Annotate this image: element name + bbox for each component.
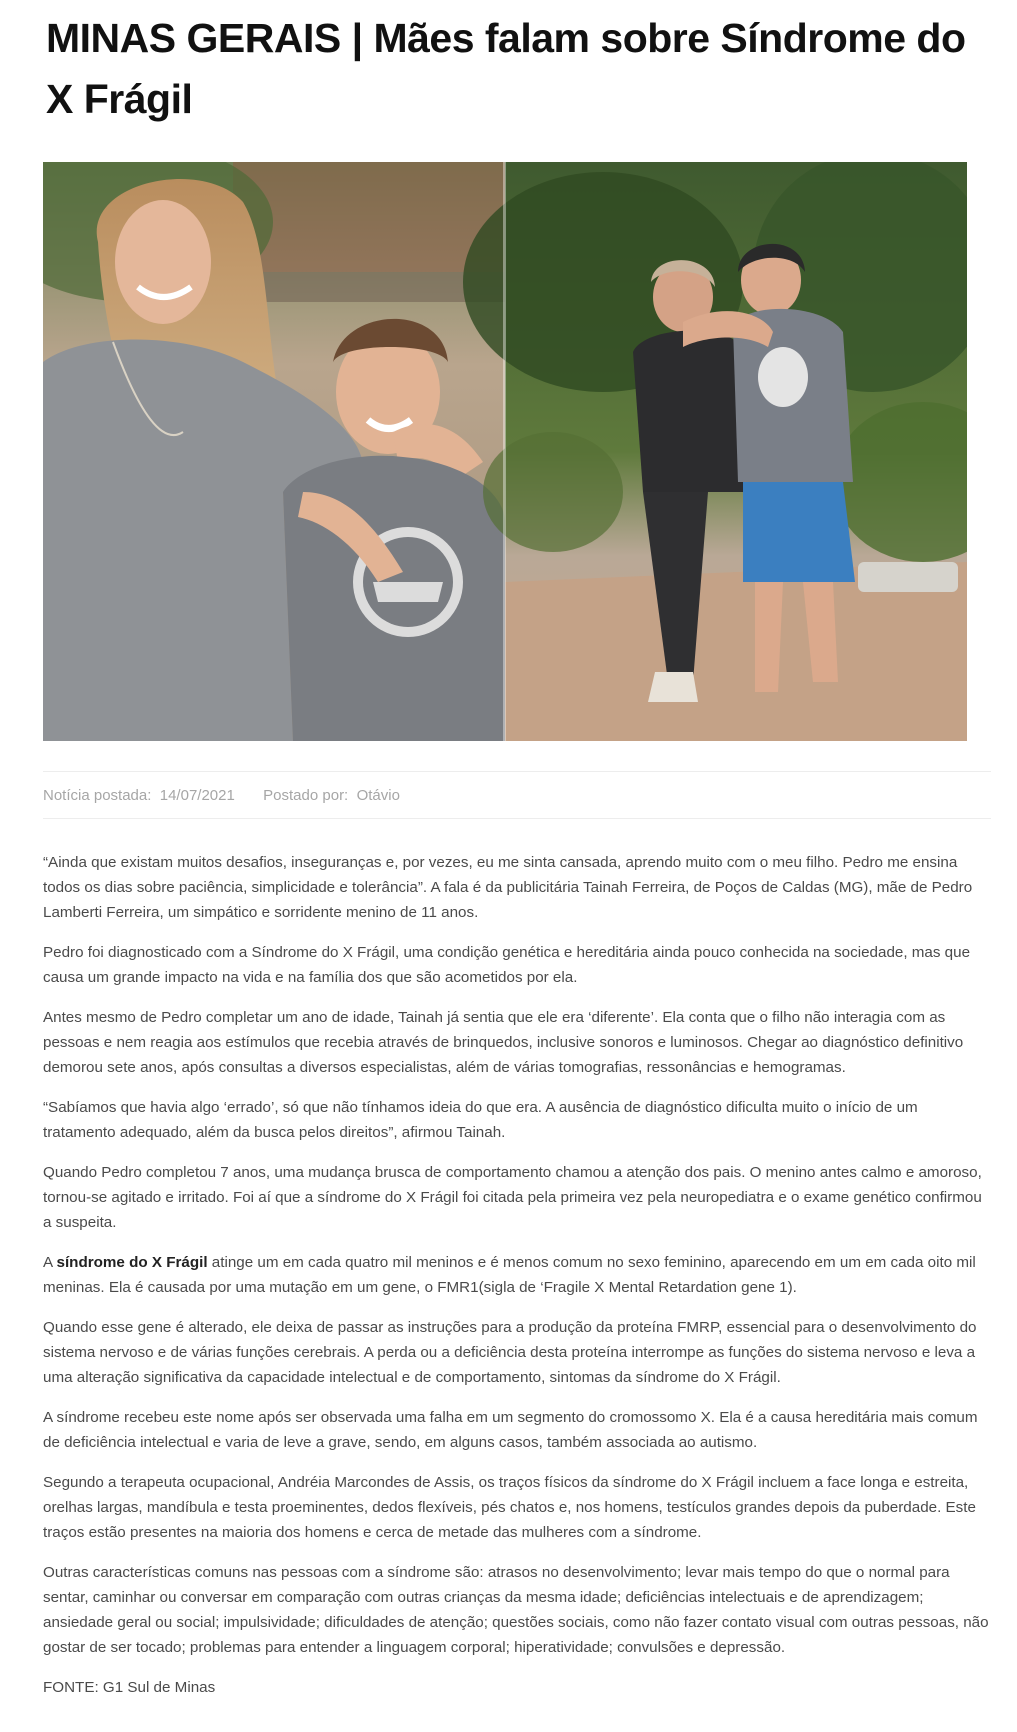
paragraph: Segundo a terapeuta ocupacional, Andréia Marcondes de Assis, os traços físicos da síndrome do X Frágil incluem a face longa e estreita, orelhas largas, mandíbula e testa proeminentes, dedos flexíveis, pés chatos e, nos homens, testículos grandes depois da puberdade. Este traços estão presentes na maioria dos homens e cerca de metade das mulheres com a síndrome. [43, 1474, 976, 1541]
posted-date: 14/07/2021 [159, 787, 235, 804]
article-title: MINAS GERAIS | Mães falam sobre Síndrome do X Frágil [46, 15, 966, 122]
bold-term: síndrome do X Frágil [56, 1254, 208, 1271]
paragraph-text: A [43, 1254, 57, 1271]
paragraph: A síndrome recebeu este nome após ser observada uma falha em um segmento do cromossomo X. Ela é a causa hereditária mais comum de deficiência intelectual e varia de leve a grave, sendo, em alguns casos, também associada ao autismo. [43, 1409, 978, 1451]
paragraph: “Ainda que existam muitos desafios, inseguranças e, por vezes, eu me sinta cansada, aprendo muito com o meu filho. Pedro me ensina todos os dias sobre paciência, simplicidade e tolerância”. A fala é da publicitária Tainah Ferreira, de Poços de Caldas (MG), mãe de Pedro Lamberti Ferreira, um simpático e sorridente menino de 11 anos. [43, 854, 973, 921]
paragraph [43, 1250, 991, 1300]
paragraph-text: atinge um em cada quatro mil meninos e é menos comum no sexo feminino, aparecendo em um em cada oito mil meninas. Ela é causada por uma mutação em um gene, o FMR1(sigla de ‘Fragile X Mental Retardation gene 1). [43, 1254, 976, 1296]
paragraph: Antes mesmo de Pedro completar um ano de idade, Tainah já sentia que ele era ‘diferente’. Ela conta que o filho não interagia com as pessoas e nem reagia aos estímulos que recebia através de brinquedos, inclusive sonoros e luminosos. Chegar ao diagnóstico definitivo demorou sete anos, após consultas a diversos especialistas, além de várias tomografias, ressonâncias e hemogramas. [43, 1009, 964, 1076]
author-label: Postado por: [263, 787, 353, 804]
paragraph: “Sabíamos que havia algo ‘errado’, só que não tínhamos ideia do que era. A ausência de diagnóstico dificulta muito o início de um tratamento adequado, além da busca pelos direitos”, afirmou Tainah. [43, 1099, 918, 1141]
article-photo [43, 162, 967, 741]
paragraph: Quando Pedro completou 7 anos, uma mudança brusca de comportamento chamou a atenção dos pais. O menino antes calmo e amoroso, tornou-se agitado e irritado. Foi aí que a síndrome do X Frágil foi citada pela primeira vez pela neuropediatra e o exame genético confirmou a suspeita. [43, 1164, 982, 1231]
paragraph: Outras características comuns nas pessoas com a síndrome são: atrasos no desenvolvimento; levar mais tempo do que o normal para sentar, caminhar ou conversar em comparação com outras crianças da mesma idade; deficiências intelectuais e de aprendizagem; ansiedade geral ou social; impulsividade; dificuldades de atenção; questões sociais, como não fazer contato visual com outras pessoas, não gostar de ser tocado; problemas para entender a linguagem corporal; hiperatividade; convulsões e depressão. [43, 1564, 989, 1656]
source-credit: FONTE: G1 Sul de Minas [43, 1679, 216, 1696]
author-name: Otávio [356, 787, 400, 804]
paragraph: Pedro foi diagnosticado com a Síndrome do X Frágil, uma condição genética e hereditária ainda pouco conhecida na sociedade, mas que causa um grande impacto na vida e na família dos que são acometidos por ela. [43, 944, 971, 986]
paragraph: Quando esse gene é alterado, ele deixa de passar as instruções para a produção da proteína FMRP, essencial para o desenvolvimento do sistema nervoso e de várias funções cerebrais. A perda ou a deficiência desta proteína interrompe as funções do sistema nervoso e leva a uma alteração significativa da capacidade intelectual e de comportamento, sintomas da síndrome do X Frágil. [43, 1319, 977, 1386]
posted-label: Notícia postada: [43, 787, 156, 804]
article-body [43, 850, 991, 1675]
post-meta [43, 771, 991, 819]
